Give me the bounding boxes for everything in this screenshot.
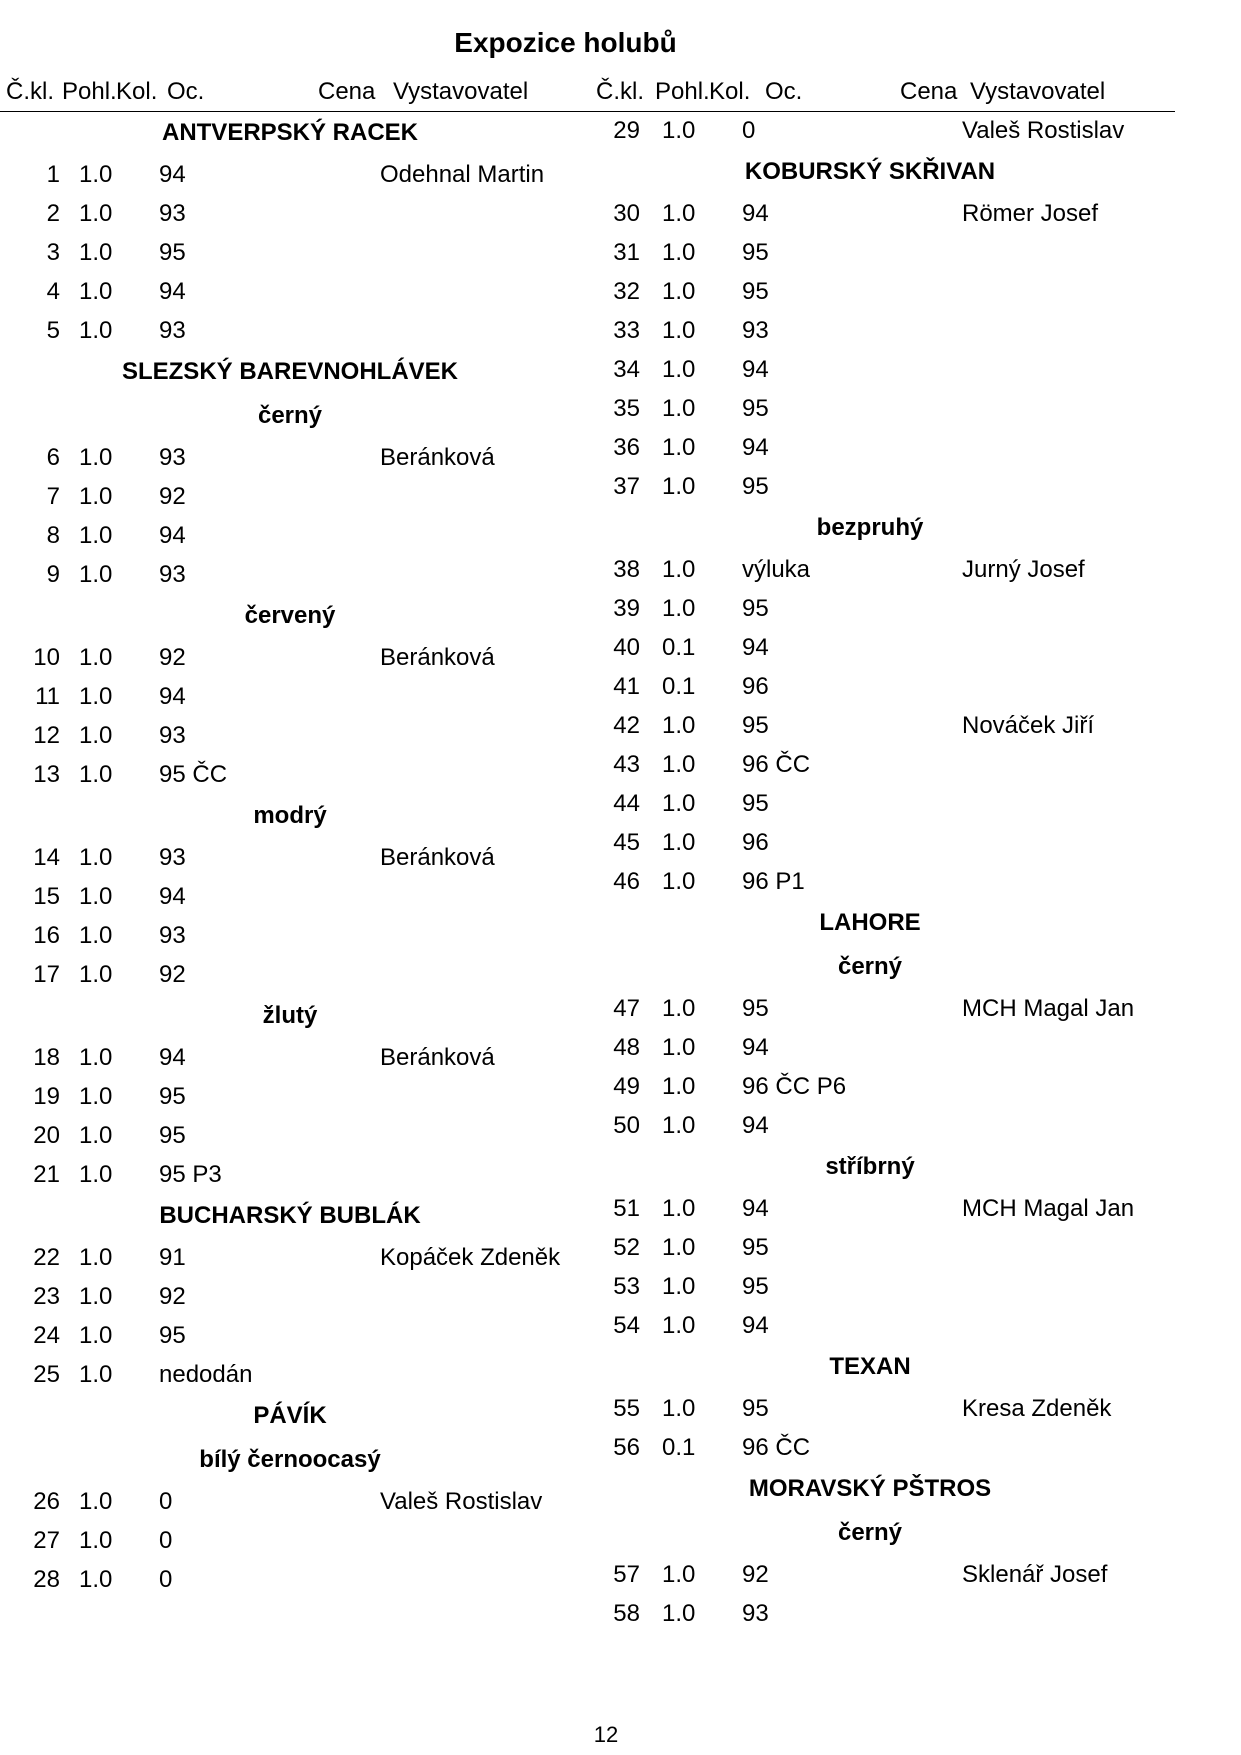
row-sex: 1.0 bbox=[662, 473, 696, 500]
header-exhibitor: Vystavovatel bbox=[393, 78, 529, 105]
table-row bbox=[0, 1482, 580, 1521]
table-row bbox=[0, 916, 580, 955]
row-sex: 1.0 bbox=[79, 317, 113, 344]
table-row bbox=[580, 1555, 1175, 1594]
header-ring: Kol. bbox=[116, 78, 158, 105]
row-score: 91 bbox=[159, 1244, 186, 1271]
row-score: 94 bbox=[742, 356, 769, 383]
row-sex: 1.0 bbox=[662, 239, 696, 266]
row-score: 94 bbox=[742, 1034, 769, 1061]
row-sex: 1.0 bbox=[79, 761, 113, 788]
row-class-number: 35 bbox=[613, 395, 640, 422]
row-score: 93 bbox=[742, 1600, 769, 1627]
header-score: Oc. bbox=[167, 78, 205, 105]
row-sex: 1.0 bbox=[662, 278, 696, 305]
table-row bbox=[0, 1521, 580, 1560]
table-row bbox=[0, 1077, 580, 1116]
row-score: 95 bbox=[742, 712, 769, 739]
row-score: 0 bbox=[159, 1566, 173, 1593]
table-row bbox=[0, 233, 580, 272]
row-sex: 1.0 bbox=[79, 1122, 113, 1149]
row-score: 92 bbox=[159, 644, 186, 671]
row-score: 95 bbox=[742, 473, 769, 500]
table-row bbox=[0, 1316, 580, 1355]
row-class-number: 9 bbox=[46, 561, 60, 588]
row-class-number: 57 bbox=[613, 1561, 640, 1588]
table-row bbox=[0, 877, 580, 916]
table-row bbox=[580, 1189, 1175, 1228]
table-row bbox=[580, 1594, 1175, 1633]
table-row bbox=[0, 716, 580, 755]
row-class-number: 16 bbox=[33, 922, 60, 949]
row-exhibitor: Odehnal Martin bbox=[380, 161, 545, 188]
row-score: 94 bbox=[159, 161, 186, 188]
row-sex: 1.0 bbox=[79, 1161, 113, 1188]
table-row bbox=[0, 677, 580, 716]
breed-heading: KOBURSKÝ SKŘIVAN bbox=[744, 158, 996, 185]
row-sex: 1.0 bbox=[662, 356, 696, 383]
row-class-number: 25 bbox=[33, 1361, 60, 1388]
row-sex: 1.0 bbox=[662, 1561, 696, 1588]
row-class-number: 6 bbox=[46, 444, 60, 471]
table-row bbox=[580, 1067, 1175, 1106]
row-score: 95 bbox=[742, 1234, 769, 1261]
row-score: 95 bbox=[742, 995, 769, 1022]
row-score: 94 bbox=[742, 1195, 769, 1222]
table-row bbox=[0, 272, 580, 311]
color-subheading: žlutý bbox=[262, 1002, 318, 1029]
row-class-number: 27 bbox=[33, 1527, 60, 1554]
row-score: 93 bbox=[159, 317, 186, 344]
header-sex: Pohl. bbox=[62, 78, 117, 105]
row-score: 0 bbox=[742, 117, 756, 144]
row-class-number: 21 bbox=[33, 1161, 60, 1188]
row-sex: 1.0 bbox=[662, 751, 696, 778]
row-class-number: 3 bbox=[46, 239, 60, 266]
row-score: 95 bbox=[742, 595, 769, 622]
breed-heading: TEXAN bbox=[829, 1353, 911, 1380]
breed-heading: LAHORE bbox=[819, 909, 921, 936]
row-sex: 1.0 bbox=[662, 995, 696, 1022]
row-score: 94 bbox=[159, 278, 186, 305]
row-score: 94 bbox=[159, 683, 186, 710]
table-row bbox=[580, 745, 1175, 784]
row-class-number: 41 bbox=[613, 673, 640, 700]
row-score: 93 bbox=[159, 200, 186, 227]
row-class-number: 30 bbox=[613, 200, 640, 227]
row-class-number: 45 bbox=[613, 829, 640, 856]
row-class-number: 11 bbox=[35, 683, 60, 710]
table-row bbox=[580, 1228, 1175, 1267]
row-class-number: 34 bbox=[613, 356, 640, 383]
table-row bbox=[0, 1355, 580, 1394]
table-row bbox=[580, 784, 1175, 823]
row-sex: 0.1 bbox=[662, 1434, 696, 1461]
header-score: Oc. bbox=[765, 78, 803, 105]
row-score: 95 ČC bbox=[159, 761, 228, 788]
row-class-number: 23 bbox=[33, 1283, 60, 1310]
row-sex: 1.0 bbox=[79, 1083, 113, 1110]
row-class-number: 49 bbox=[613, 1073, 640, 1100]
row-class-number: 19 bbox=[33, 1083, 60, 1110]
row-class-number: 48 bbox=[613, 1034, 640, 1061]
row-score: 93 bbox=[159, 561, 186, 588]
header-prize: Cena bbox=[318, 78, 376, 105]
row-sex: 1.0 bbox=[79, 922, 113, 949]
header-sex: Pohl. bbox=[655, 78, 710, 105]
row-score: 95 bbox=[159, 1083, 186, 1110]
table-row bbox=[580, 467, 1175, 506]
row-sex: 1.0 bbox=[662, 829, 696, 856]
table-row bbox=[580, 1106, 1175, 1145]
row-exhibitor: Kresa Zdeněk bbox=[962, 1395, 1112, 1422]
row-sex: 1.0 bbox=[662, 317, 696, 344]
row-exhibitor: Beránková bbox=[380, 844, 495, 871]
table-row bbox=[580, 862, 1175, 901]
row-sex: 1.0 bbox=[79, 1283, 113, 1310]
row-exhibitor: Sklenář Josef bbox=[962, 1561, 1108, 1588]
row-exhibitor: MCH Magal Jan bbox=[962, 1195, 1135, 1222]
breed-heading: MORAVSKÝ PŠTROS bbox=[748, 1475, 992, 1502]
table-row bbox=[0, 1277, 580, 1316]
row-score: 94 bbox=[159, 1044, 186, 1071]
row-sex: 1.0 bbox=[662, 1195, 696, 1222]
row-class-number: 12 bbox=[33, 722, 60, 749]
left-column bbox=[0, 111, 580, 1599]
row-sex: 1.0 bbox=[79, 1566, 113, 1593]
row-sex: 1.0 bbox=[79, 161, 113, 188]
row-class-number: 33 bbox=[613, 317, 640, 344]
table-row bbox=[0, 1238, 580, 1277]
table-row bbox=[0, 555, 580, 594]
breed-heading: ANTVERPSKÝ RACEK bbox=[161, 119, 419, 146]
header-exhibitor: Vystavovatel bbox=[970, 78, 1106, 105]
row-class-number: 31 bbox=[613, 239, 640, 266]
row-score: výluka bbox=[742, 556, 811, 583]
table-row bbox=[580, 1428, 1175, 1467]
row-exhibitor: Valeš Rostislav bbox=[380, 1488, 543, 1515]
color-subheading: černý bbox=[837, 953, 903, 980]
row-class-number: 44 bbox=[613, 790, 640, 817]
row-class-number: 54 bbox=[613, 1312, 640, 1339]
breed-heading: SLEZSKÝ BAREVNOHLÁVEK bbox=[121, 358, 459, 385]
table-row bbox=[580, 628, 1175, 667]
color-subheading: modrý bbox=[253, 802, 327, 829]
row-class-number: 50 bbox=[613, 1112, 640, 1139]
row-class-number: 39 bbox=[613, 595, 640, 622]
row-score: 95 bbox=[742, 395, 769, 422]
row-class-number: 2 bbox=[46, 200, 60, 227]
row-score: 95 bbox=[159, 1122, 186, 1149]
row-sex: 1.0 bbox=[79, 1244, 113, 1271]
color-subheading: černý bbox=[257, 402, 323, 429]
row-class-number: 20 bbox=[33, 1122, 60, 1149]
page-number: 12 bbox=[593, 1722, 619, 1747]
row-sex: 1.0 bbox=[662, 1234, 696, 1261]
row-class-number: 55 bbox=[613, 1395, 640, 1422]
table-row bbox=[580, 311, 1175, 350]
row-score: 92 bbox=[159, 1283, 186, 1310]
color-subheading: červený bbox=[244, 602, 336, 629]
row-sex: 1.0 bbox=[662, 868, 696, 895]
row-sex: 1.0 bbox=[662, 712, 696, 739]
table-row bbox=[580, 589, 1175, 628]
row-class-number: 18 bbox=[33, 1044, 60, 1071]
table-row bbox=[0, 516, 580, 555]
row-score: 96 bbox=[742, 829, 769, 856]
row-class-number: 14 bbox=[33, 844, 60, 871]
row-sex: 1.0 bbox=[662, 790, 696, 817]
row-sex: 1.0 bbox=[79, 1488, 113, 1515]
table-row bbox=[0, 438, 580, 477]
row-score: 95 bbox=[742, 1395, 769, 1422]
table-row bbox=[580, 823, 1175, 862]
row-score: 93 bbox=[742, 317, 769, 344]
row-class-number: 17 bbox=[33, 961, 60, 988]
row-class-number: 46 bbox=[613, 868, 640, 895]
row-score: 95 bbox=[742, 239, 769, 266]
row-score: nedodán bbox=[159, 1361, 253, 1388]
row-score: 96 ČC bbox=[742, 1434, 811, 1461]
table-row bbox=[580, 667, 1175, 706]
row-class-number: 22 bbox=[33, 1244, 60, 1271]
row-class-number: 26 bbox=[33, 1488, 60, 1515]
row-score: 95 bbox=[159, 239, 186, 266]
color-subheading: bílý černoocasý bbox=[199, 1446, 381, 1473]
table-row bbox=[580, 1306, 1175, 1345]
row-score: 0 bbox=[159, 1527, 173, 1554]
header-prize: Cena bbox=[900, 78, 958, 105]
row-sex: 0.1 bbox=[662, 634, 696, 661]
row-sex: 1.0 bbox=[79, 722, 113, 749]
row-sex: 0.1 bbox=[662, 673, 696, 700]
row-sex: 1.0 bbox=[662, 1273, 696, 1300]
row-score: 92 bbox=[742, 1561, 769, 1588]
row-class-number: 38 bbox=[613, 556, 640, 583]
row-score: 93 bbox=[159, 844, 186, 871]
row-score: 95 bbox=[159, 1322, 186, 1349]
table-row bbox=[580, 989, 1175, 1028]
table-row bbox=[0, 1116, 580, 1155]
row-class-number: 24 bbox=[33, 1322, 60, 1349]
row-sex: 1.0 bbox=[662, 1600, 696, 1627]
row-score: 92 bbox=[159, 961, 186, 988]
row-exhibitor: Kopáček Zdeněk bbox=[380, 1244, 561, 1271]
row-sex: 1.0 bbox=[662, 556, 696, 583]
table-row bbox=[580, 272, 1175, 311]
table-row bbox=[0, 1155, 580, 1194]
row-class-number: 56 bbox=[613, 1434, 640, 1461]
row-score: 94 bbox=[742, 434, 769, 461]
row-sex: 1.0 bbox=[79, 1322, 113, 1349]
row-sex: 1.0 bbox=[79, 239, 113, 266]
table-row bbox=[0, 311, 580, 350]
header-class-number: Č.kl. bbox=[596, 78, 644, 105]
row-sex: 1.0 bbox=[662, 395, 696, 422]
row-sex: 1.0 bbox=[79, 1527, 113, 1554]
row-class-number: 28 bbox=[33, 1566, 60, 1593]
row-exhibitor: Nováček Jiří bbox=[962, 712, 1095, 739]
row-score: 95 P3 bbox=[159, 1161, 222, 1188]
breed-heading: PÁVÍK bbox=[253, 1402, 327, 1429]
row-sex: 1.0 bbox=[662, 117, 696, 144]
color-subheading: stříbrný bbox=[825, 1153, 915, 1180]
table-row bbox=[0, 1560, 580, 1599]
row-class-number: 13 bbox=[33, 761, 60, 788]
row-score: 95 bbox=[742, 790, 769, 817]
table-row bbox=[0, 155, 580, 194]
table-row bbox=[0, 1038, 580, 1077]
table-row bbox=[580, 706, 1175, 745]
table-row bbox=[0, 838, 580, 877]
row-sex: 1.0 bbox=[79, 278, 113, 305]
row-class-number: 8 bbox=[46, 522, 60, 549]
row-class-number: 5 bbox=[46, 317, 60, 344]
table-row bbox=[0, 955, 580, 994]
row-sex: 1.0 bbox=[662, 1112, 696, 1139]
color-subheading: bezpruhý bbox=[816, 514, 924, 541]
row-class-number: 15 bbox=[33, 883, 60, 910]
row-sex: 1.0 bbox=[79, 644, 113, 671]
row-class-number: 43 bbox=[613, 751, 640, 778]
row-sex: 1.0 bbox=[79, 444, 113, 471]
row-class-number: 53 bbox=[613, 1273, 640, 1300]
row-sex: 1.0 bbox=[662, 434, 696, 461]
row-sex: 1.0 bbox=[79, 561, 113, 588]
row-sex: 1.0 bbox=[662, 1034, 696, 1061]
table-row bbox=[580, 233, 1175, 272]
row-sex: 1.0 bbox=[662, 1312, 696, 1339]
color-subheading: černý bbox=[837, 1519, 903, 1546]
row-sex: 1.0 bbox=[79, 1361, 113, 1388]
row-exhibitor: Beránková bbox=[380, 644, 495, 671]
row-class-number: 52 bbox=[613, 1234, 640, 1261]
row-class-number: 51 bbox=[613, 1195, 640, 1222]
row-score: 92 bbox=[159, 483, 186, 510]
row-score: 0 bbox=[159, 1488, 173, 1515]
row-sex: 1.0 bbox=[79, 483, 113, 510]
page-title: Expozice holubů bbox=[454, 27, 677, 58]
table-row bbox=[580, 111, 1175, 150]
row-score: 96 ČC P6 bbox=[742, 1073, 847, 1100]
row-class-number: 40 bbox=[613, 634, 640, 661]
row-sex: 1.0 bbox=[662, 200, 696, 227]
row-score: 96 ČC bbox=[742, 751, 811, 778]
row-sex: 1.0 bbox=[662, 1395, 696, 1422]
row-class-number: 42 bbox=[613, 712, 640, 739]
row-sex: 1.0 bbox=[79, 961, 113, 988]
row-score: 95 bbox=[742, 1273, 769, 1300]
row-score: 94 bbox=[742, 1312, 769, 1339]
row-exhibitor: Jurný Josef bbox=[962, 556, 1085, 583]
breed-heading: BUCHARSKÝ BUBLÁK bbox=[159, 1202, 421, 1229]
row-score: 93 bbox=[159, 922, 186, 949]
row-class-number: 29 bbox=[613, 117, 640, 144]
row-class-number: 32 bbox=[613, 278, 640, 305]
row-score: 94 bbox=[742, 1112, 769, 1139]
row-exhibitor: Römer Josef bbox=[962, 200, 1099, 227]
row-class-number: 7 bbox=[46, 483, 60, 510]
row-exhibitor: Valeš Rostislav bbox=[962, 117, 1125, 144]
row-sex: 1.0 bbox=[79, 683, 113, 710]
row-score: 96 bbox=[742, 673, 769, 700]
row-class-number: 58 bbox=[613, 1600, 640, 1627]
header-class-number: Č.kl. bbox=[6, 78, 54, 105]
row-class-number: 10 bbox=[33, 644, 60, 671]
table-row bbox=[580, 1267, 1175, 1306]
table-row bbox=[0, 194, 580, 233]
row-sex: 1.0 bbox=[79, 883, 113, 910]
row-score: 96 P1 bbox=[742, 868, 805, 895]
row-sex: 1.0 bbox=[79, 844, 113, 871]
row-score: 94 bbox=[742, 634, 769, 661]
row-class-number: 36 bbox=[613, 434, 640, 461]
row-score: 95 bbox=[742, 278, 769, 305]
row-class-number: 4 bbox=[46, 278, 60, 305]
right-column bbox=[580, 111, 1175, 1633]
table-row bbox=[580, 550, 1175, 589]
table-row bbox=[580, 1028, 1175, 1067]
row-sex: 1.0 bbox=[662, 595, 696, 622]
row-score: 94 bbox=[742, 200, 769, 227]
table-row bbox=[0, 477, 580, 516]
row-sex: 1.0 bbox=[79, 522, 113, 549]
row-exhibitor: Beránková bbox=[380, 1044, 495, 1071]
row-class-number: 1 bbox=[46, 161, 60, 188]
table-row bbox=[580, 194, 1175, 233]
row-class-number: 37 bbox=[613, 473, 640, 500]
table-row bbox=[0, 755, 580, 794]
row-sex: 1.0 bbox=[79, 1044, 113, 1071]
row-score: 94 bbox=[159, 522, 186, 549]
row-sex: 1.0 bbox=[79, 200, 113, 227]
table-row bbox=[580, 1389, 1175, 1428]
row-class-number: 47 bbox=[613, 995, 640, 1022]
header-ring: Kol. bbox=[709, 78, 751, 105]
row-score: 93 bbox=[159, 444, 186, 471]
row-score: 94 bbox=[159, 883, 186, 910]
table-row bbox=[580, 350, 1175, 389]
row-sex: 1.0 bbox=[662, 1073, 696, 1100]
table-row bbox=[580, 428, 1175, 467]
table-row bbox=[580, 389, 1175, 428]
row-score: 93 bbox=[159, 722, 186, 749]
table-row bbox=[0, 638, 580, 677]
row-exhibitor: Beránková bbox=[380, 444, 495, 471]
row-exhibitor: MCH Magal Jan bbox=[962, 995, 1135, 1022]
